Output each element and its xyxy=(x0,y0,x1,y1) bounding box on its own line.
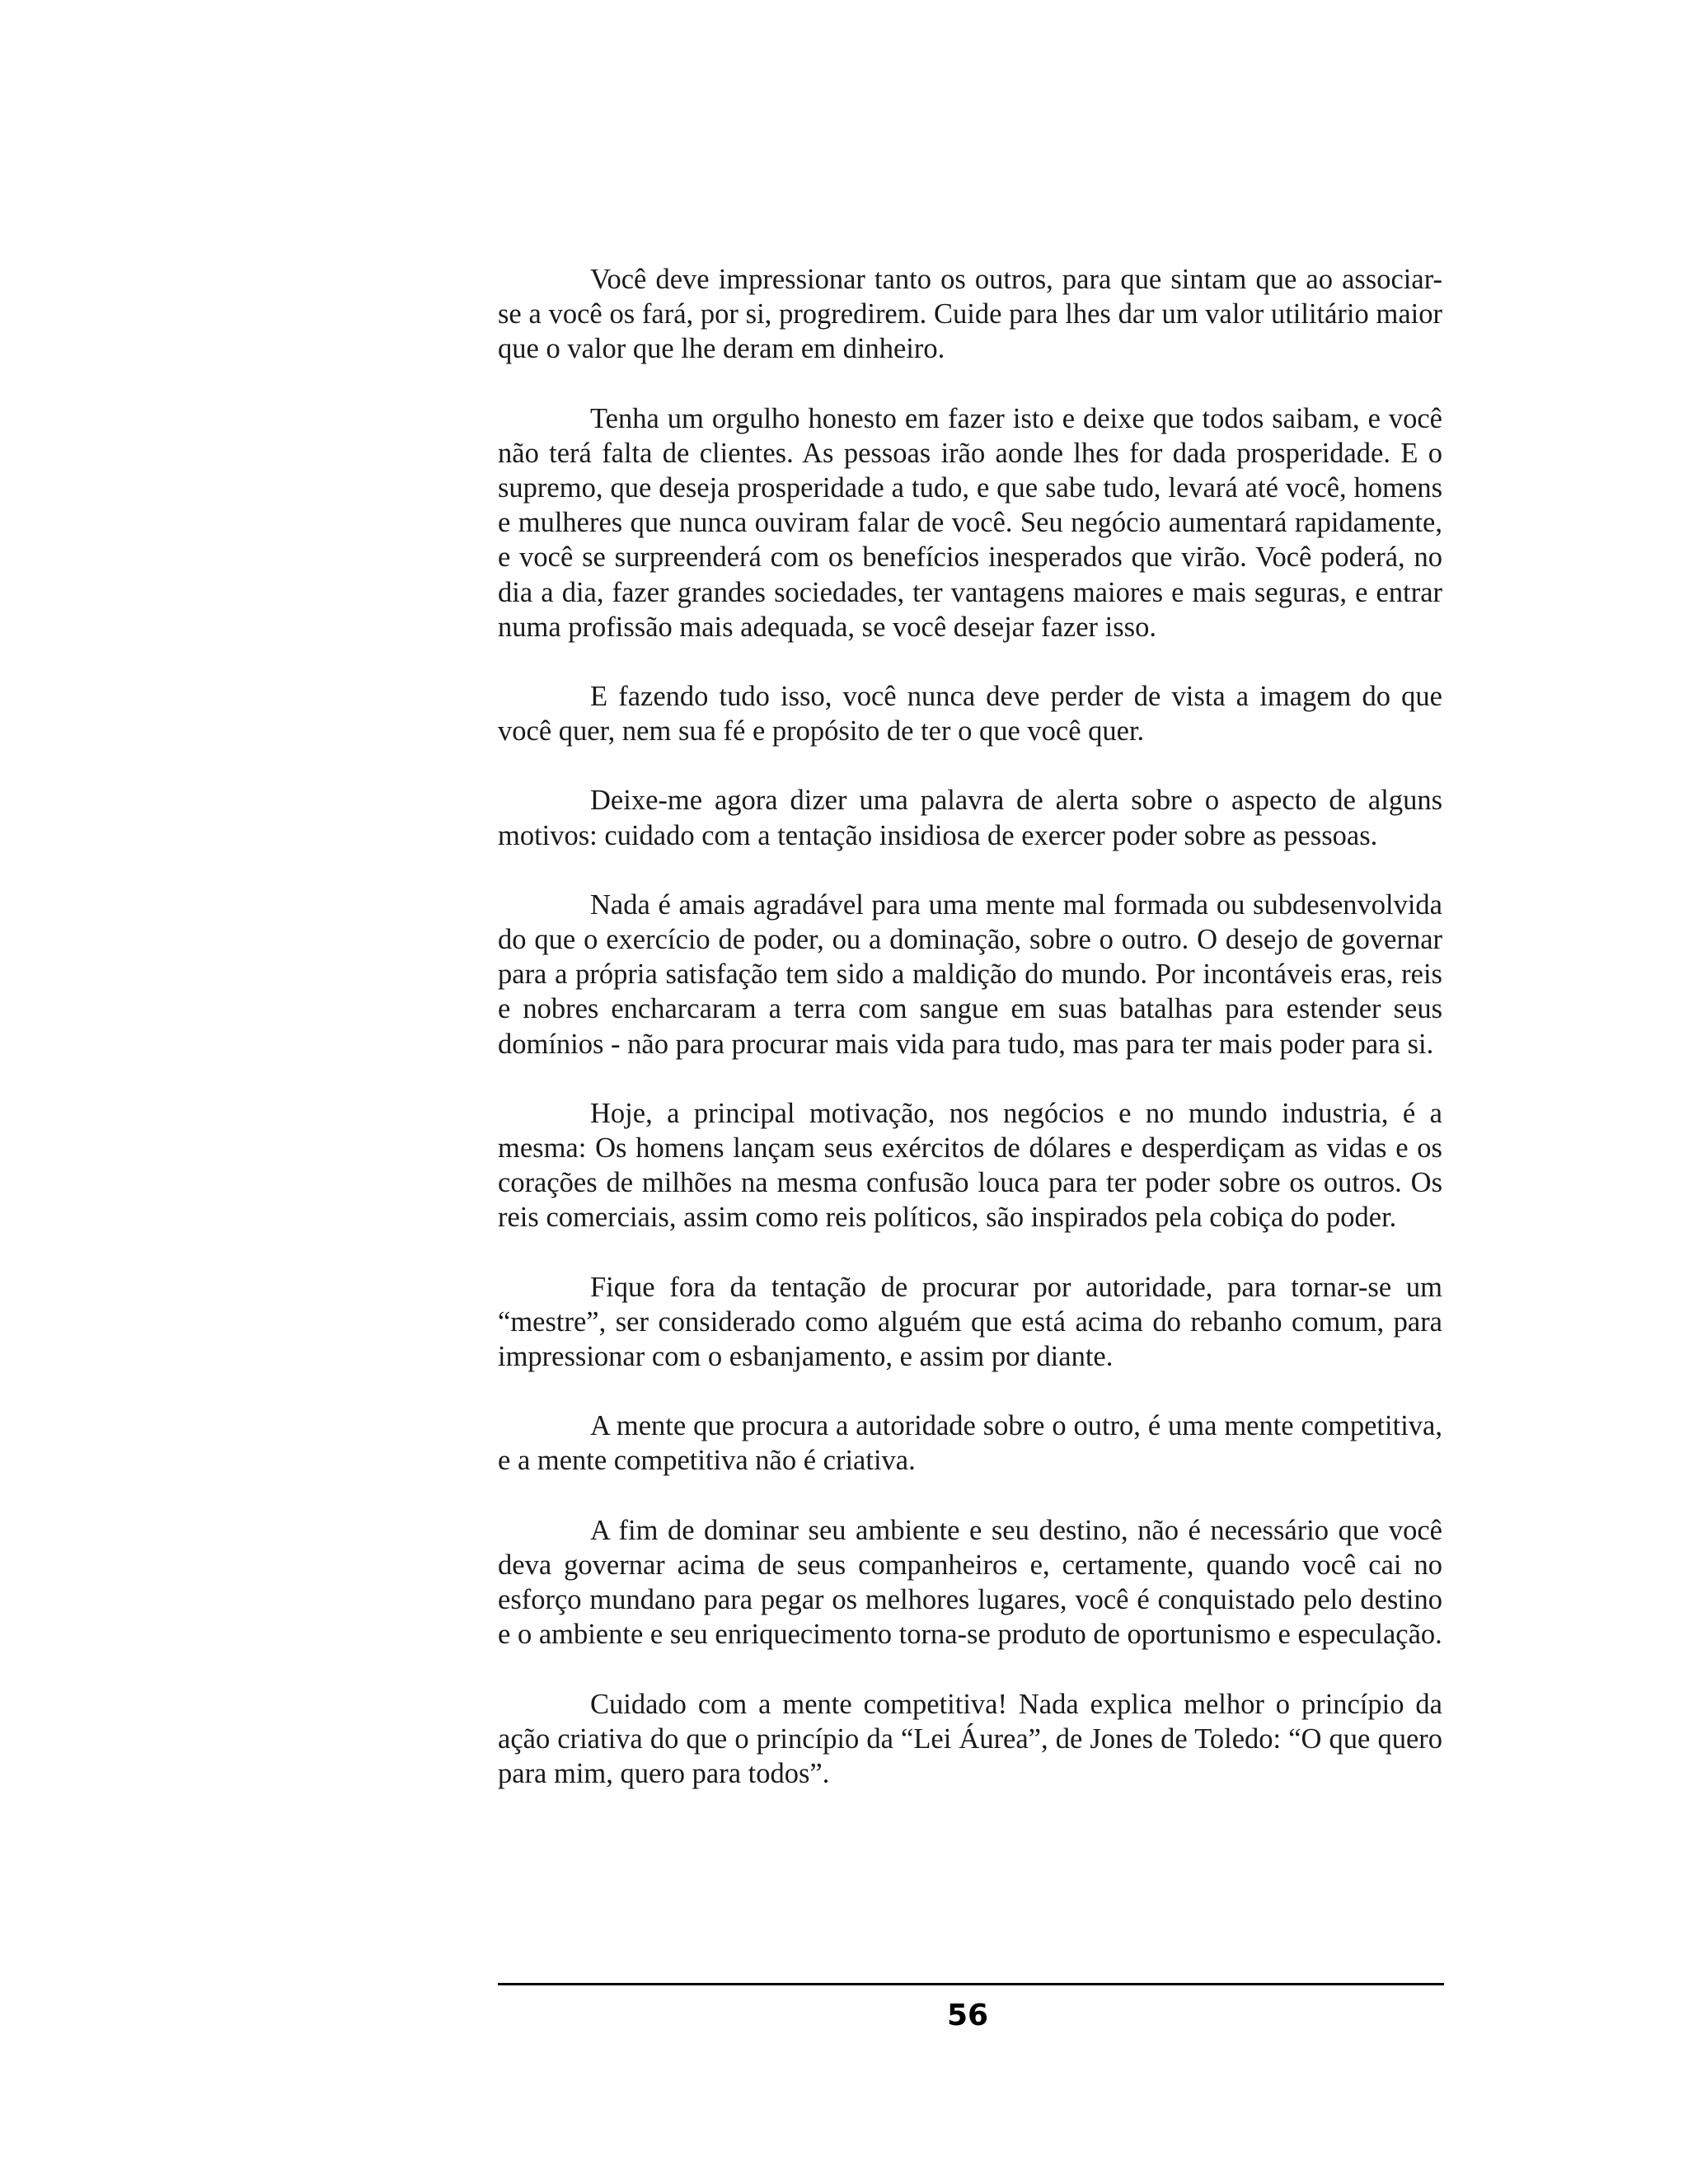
paragraph: E fazendo tudo isso, você nunca deve perder de vista a imagem do que você quer, nem sua fé e propósito de ter o que você quer. xyxy=(498,681,1442,748)
body-text xyxy=(498,262,1442,1791)
paragraph: Deixe-me agora dizer uma palavra de alerta sobre o aspecto de alguns motivos: cuidado com a tentação insidiosa de exercer poder sobre as pessoas. xyxy=(498,785,1442,851)
page-number: 56 xyxy=(946,1999,989,2032)
paragraph: A mente que procura a autoridade sobre o outro, é uma mente competitiva, e a mente competitiva não é criativa. xyxy=(498,1410,1442,1477)
paragraph: A fim de dominar seu ambiente e seu destino, não é necessário que você deva governar acima de seus companheiros e, certamente, quando você cai no esforço mundano para pegar os melhores lugares, você é conquistado pelo destino e o ambiente e seu enriquecimento torna-se produto de oportunismo e especulação. xyxy=(498,1514,1442,1651)
paragraph: Hoje, a principal motivação, nos negócios e no mundo industria, é a mesma: Os homens lançam seus exércitos de dólares e desperdiçam as vidas e os corações de milhões na mesma confusão louca para ter poder sobre os outros. Os reis comerciais, assim como reis políticos, são inspirados pela cobiça do poder. xyxy=(498,1097,1442,1234)
paragraph: Tenha um orgulho honesto em fazer isto e deixe que todos saibam, e você não terá falta de clientes. As pessoas irão aonde lhes for dada prosperidade. E o supremo, que deseja prosperidade a tudo, e que sabe tudo, levará até você, homens e mulheres que nunca ouviram falar de você. Seu negócio aumentará rapidamente, e você se surpreenderá com os benefícios inesperados que virão. Você poderá, no dia a dia, fazer grandes sociedades, ter vantagens maiores e mais seguras, e entrar numa profissão mais adequada, se você desejar fazer isso. xyxy=(498,402,1442,643)
paragraph: Cuidado com a mente competitiva! Nada explica melhor o princípio da ação criativa do que o princípio da “Lei Áurea”, de Jones de Toledo: “O que quero para mim, quero para todos”. xyxy=(498,1688,1442,1789)
paragraph: Você deve impressionar tanto os outros, para que sintam que ao associar-se a você os fará, por si, progredirem. Cuide para lhes dar um valor utilitário maior que o valor que lhe deram em dinheiro. xyxy=(498,264,1442,365)
paragraph: Nada é amais agradável para uma mente mal formada ou subdesenvolvida do que o exercício de poder, ou a dominação, sobre o outro. O desejo de governar para a própria satisfação tem sido a maldição do mundo. Por incontáveis eras, reis e nobres encharcaram a terra com sangue em suas batalhas para estender seus domínios - não para procurar mais vida para tudo, mas para ter mais poder para si. xyxy=(498,888,1442,1060)
paragraph: Fique fora da tentação de procurar por autoridade, para tornar-se um “mestre”, ser considerado como alguém que está acima do rebanho comum, para impressionar com o esbanjamento, e assim por diante. xyxy=(498,1271,1442,1373)
footer-divider xyxy=(498,1983,1444,1985)
